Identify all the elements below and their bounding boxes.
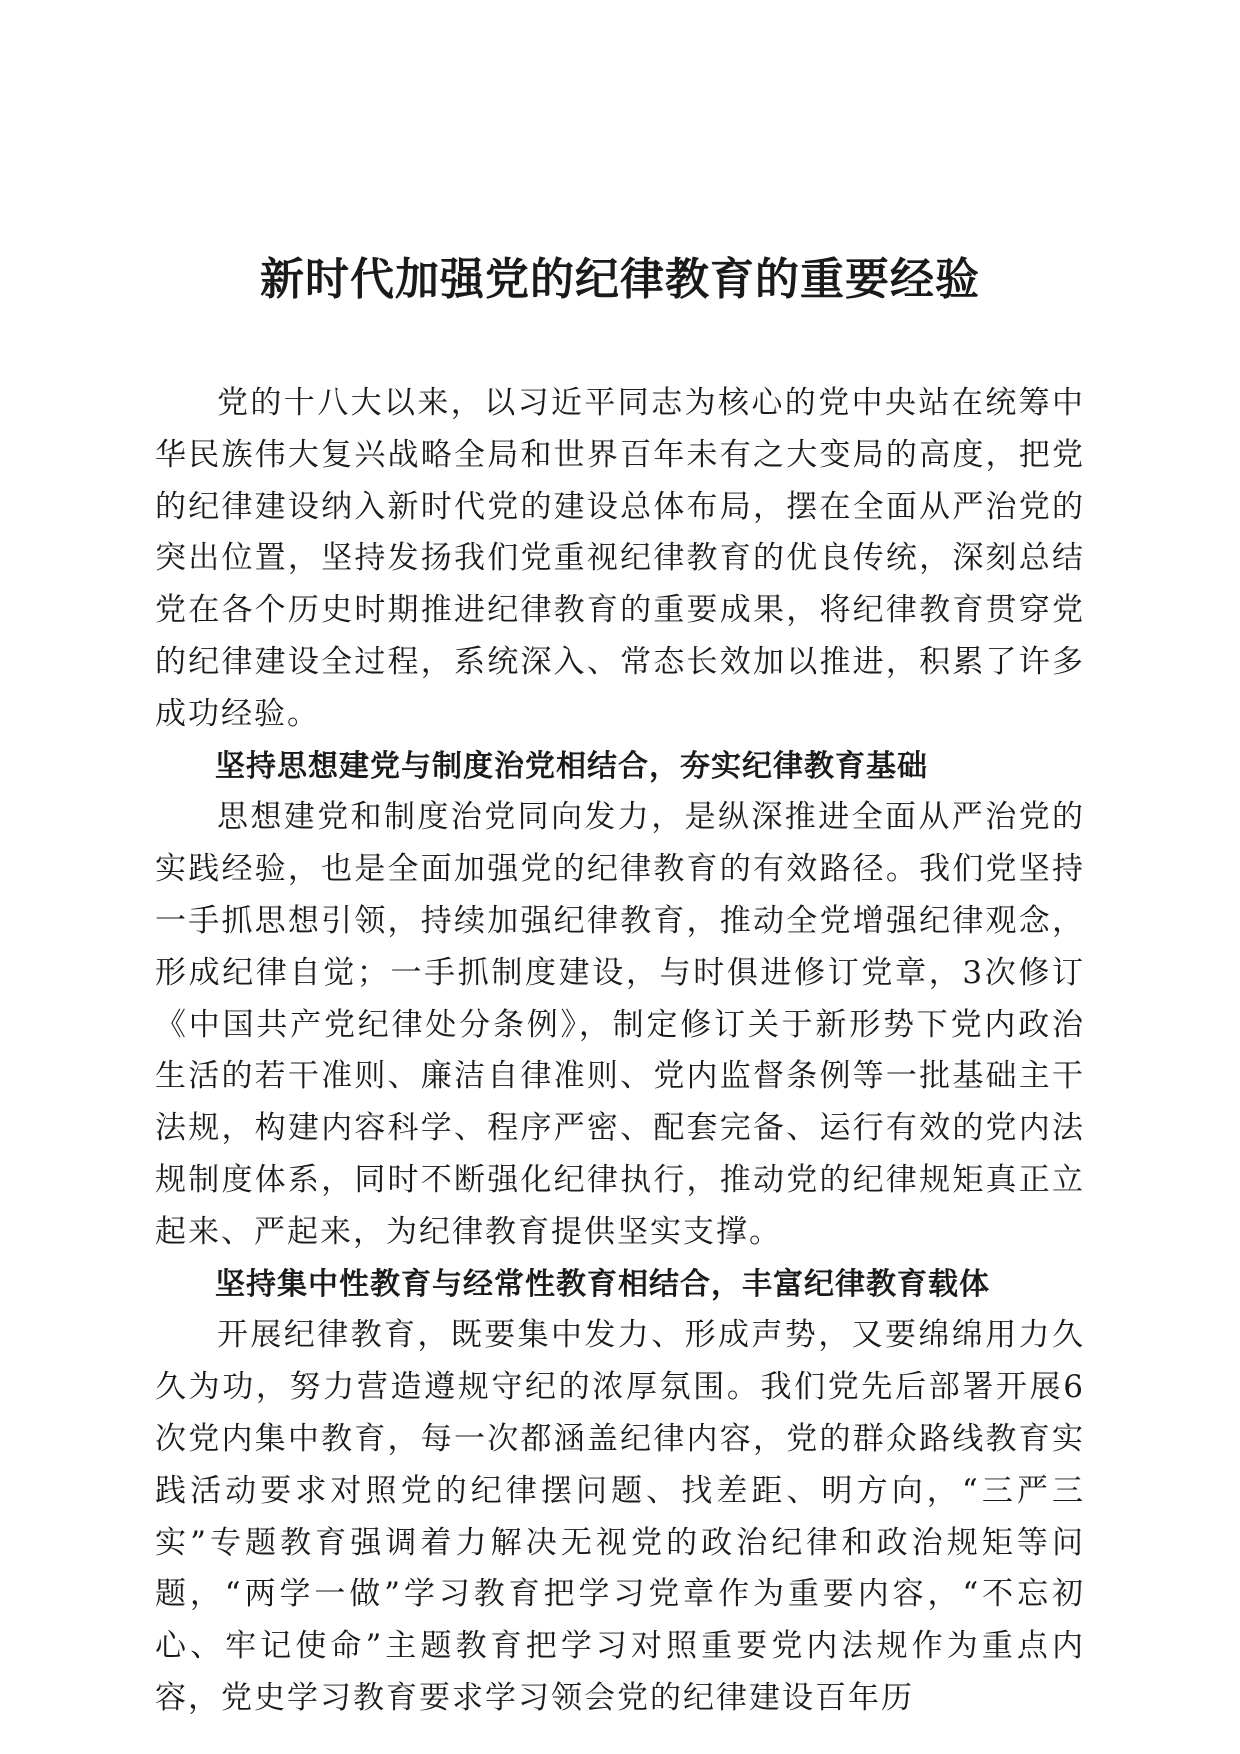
document-title: 新时代加强党的纪律教育的重要经验 — [260, 254, 980, 305]
section-heading: 坚持集中性教育与经常性教育相结合，丰富纪律教育载体 — [215, 1266, 990, 1302]
section-heading: 坚持思想建党与制度治党相结合，夯实纪律教育基础 — [215, 748, 928, 784]
section-paragraph: 思想建党和制度治党同向发力，是纵深推进全面从严治党的实践经验，也是全面加强党的纪律教育的有效路径。我们党坚持一手抓思想引领，持续加强纪律教育，推动全党增强纪律观念，形成纪律自觉；一手抓制度建设，与时俱进修订党章，3次修订《中国共产党纪律处分条例》，制定修订关于新形势下党内政治生活的若干准则、廉洁自律准则、党内监督条例等一批基础主干法规，构建内容科学、程序严密、配套完备、运行有效的党内法规制度体系，同时不断强化纪律执行，推动党的纪律规矩真正立起来、严起来，为纪律教育提供坚实支撑。 — [155, 799, 1085, 1250]
section-paragraph: 开展纪律教育，既要集中发力、形成声势，又要绵绵用力久久为功，努力营造遵规守纪的浓厚氛围。我们党先后部署开展6次党内集中教育，每一次都涵盖纪律内容，党的群众路线教育实践活动要求对照党的纪律摆问题、找差距、明方向，“三严三实”专题教育强调着力解决无视党的政治纪律和政治规矩等问题，“两学一做”学习教育把学习党章作为重要内容，“不忘初心、牢记使命”主题教育把学习对照重要党内法规作为重点内容，党史学习教育要求学习领会党的纪律建设百年历 — [155, 1317, 1085, 1716]
document-body — [155, 378, 1085, 1725]
intro-paragraph: 党的十八大以来，以习近平同志为核心的党中央站在统筹中华民族伟大复兴战略全局和世界百年未有之大变局的高度，把党的纪律建设纳入新时代党的建设总体布局，摆在全面从严治党的突出位置，坚持发扬我们党重视纪律教育的优良传统，深刻总结党在各个历史时期推进纪律教育的重要成果，将纪律教育贯穿党的纪律建设全过程，系统深入、常态长效加以推进，积累了许多成功经验。 — [155, 385, 1085, 732]
